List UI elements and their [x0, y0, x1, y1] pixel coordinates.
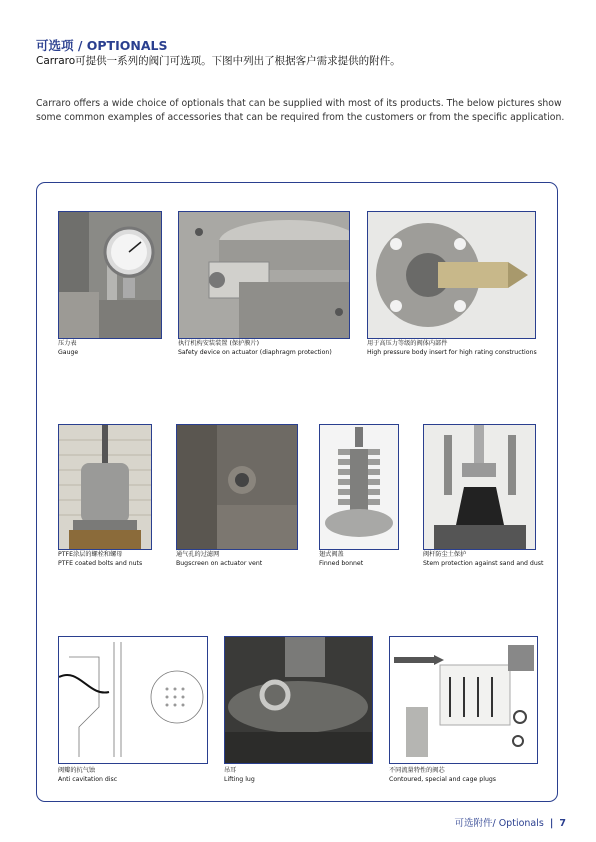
caption-lifting-lug: [224, 767, 255, 784]
caption-en: Finned bonnet: [319, 559, 364, 567]
gauge-photo: [58, 211, 162, 339]
caption-en: Gauge: [58, 348, 79, 356]
caption-zh: 不同流量特性的阀芯: [389, 767, 445, 774]
safety-device-photo: [178, 211, 350, 339]
caption-stem-protection: [423, 551, 543, 568]
caption-en: Safety device on actuator (diaphragm protection): [178, 348, 332, 356]
page-footer: [454, 815, 566, 829]
caption-gauge: [58, 340, 78, 357]
caption-zh: 压力表: [58, 340, 77, 347]
bugscreen-photo: [176, 424, 298, 550]
ptfe-bolts-photo: [58, 424, 152, 550]
caption-ptfe-bolts: [58, 551, 142, 568]
caption-zh: 翅式阀盖: [319, 551, 344, 558]
caption-plugs: [389, 767, 496, 784]
caption-zh: 阀瓣的抗气蚀: [58, 767, 96, 774]
lifting-lug-photo: [224, 636, 373, 764]
caption-anti-cavitation: [58, 767, 117, 784]
plugs-photo: [389, 636, 538, 764]
caption-zh: 用于高压力等级的阀体内部件: [367, 340, 448, 347]
caption-en: Contoured, special and cage plugs: [389, 775, 497, 783]
caption-en: Stem protection against sand and dust: [423, 559, 544, 567]
caption-body-insert: [367, 340, 537, 357]
intro-paragraph: Carraro offers a wide choice of optionals that can be supplied with most of its products. The below pictures show some common examples of accessories that can be required from the customers or from the specific application.: [36, 98, 565, 123]
caption-safety-device: [178, 340, 332, 357]
anti-cavitation-photo: [58, 636, 208, 764]
body-insert-photo: [367, 211, 536, 339]
caption-en: Bugscreen on actuator vent: [176, 559, 263, 567]
finned-bonnet-photo: [319, 424, 399, 550]
caption-en: Anti cavitation disc: [58, 775, 118, 783]
caption-bugscreen: [176, 551, 262, 568]
page-number: 7: [559, 818, 566, 829]
caption-en: Lifting lug: [224, 775, 255, 783]
footer-separator: |: [549, 818, 554, 829]
caption-zh: 通气孔的过滤网: [176, 551, 220, 558]
caption-en: High pressure body insert for high rating constructions: [367, 348, 537, 356]
caption-zh: 吊耳: [224, 767, 237, 774]
caption-zh: 执行机构安装装置 (保护膜片): [178, 340, 260, 347]
stem-protection-photo: [423, 424, 536, 550]
footer-label: 可选附件/ Optionals: [454, 818, 544, 829]
page-subtitle: Carraro可提供一系列的阀门可选项。下图中列出了根据客户需求提供的附件。: [36, 55, 401, 67]
caption-zh: PTFE涂层的螺栓和螺母: [58, 551, 123, 558]
caption-en: PTFE coated bolts and nuts: [58, 559, 143, 567]
caption-finned-bonnet: [319, 551, 363, 568]
page-title: 可选项 / OPTIONALS: [36, 38, 168, 53]
caption-zh: 阀杆防尘土保护: [423, 551, 467, 558]
